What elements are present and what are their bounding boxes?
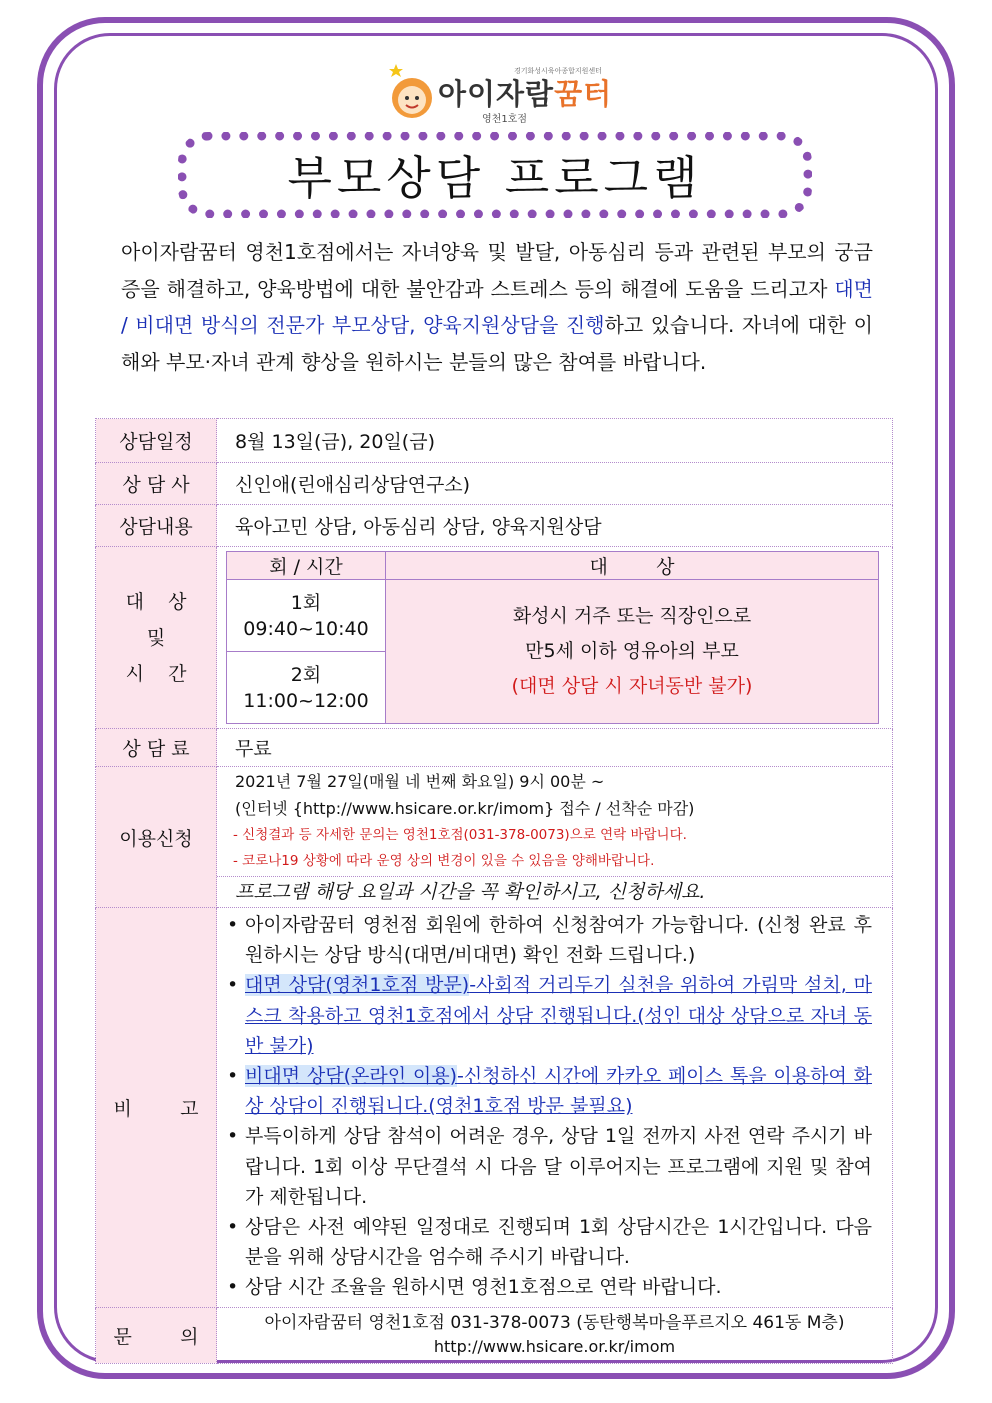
target-line1: 화성시 거주 또는 직장인으로: [512, 605, 752, 627]
brand-name-part2: 꿈터: [554, 77, 613, 111]
label-target-line1: 대 상: [125, 590, 187, 613]
brand-name: [438, 72, 612, 113]
intro-text-2: 하고 있습니다. 자녀에 대한 이해와 부모·자녀 관계 향상을 원하시는 분들의 많은 참여를 바랍니다.: [121, 313, 873, 374]
info-table: [95, 418, 893, 1364]
remark-3: [217, 1061, 892, 1121]
value-contact: [217, 1307, 893, 1363]
contact-line1: 아이자람꿈터 영천1호점 031-378-0073 (동탄행복마을푸르지오 461동 M층): [264, 1313, 845, 1334]
remark-1-text: 아이자람꿈터 영천점 회원에 한하여 신청참여가 가능합니다. (신청 완료 후 원하시는 상담 방식(대면/비대면) 확인 전화 드립니다.): [245, 914, 872, 967]
apply-note2: - 코로나19 상황에 따라 운영 상의 변경이 있을 수 있음을 양해바랍니다.: [233, 853, 655, 869]
remark-4: [217, 1121, 892, 1212]
value-fee: 무료: [217, 729, 893, 767]
apply-reminder: 프로그램 해당 요일과 시간을 꼭 확인하시고, 신청하세요.: [217, 876, 892, 907]
remark-3-highlight: 비대면 상담(온라인 이용): [245, 1065, 458, 1088]
label-content: 상담내용: [96, 505, 217, 547]
label-target: [96, 547, 217, 729]
row-date: [96, 419, 893, 463]
schedule-table: [226, 551, 879, 724]
remark-1: [217, 910, 892, 970]
row-fee: [96, 729, 893, 767]
bullet-icon: •: [227, 974, 239, 997]
row-apply: [96, 767, 893, 908]
remark-6-text: 상담 시간 조율을 원하시면 영천1호점으로 연락 바랍니다.: [245, 1276, 722, 1299]
row-target: [96, 547, 893, 729]
row-remarks: [96, 908, 893, 1308]
session-2-time: 11:00~12:00: [243, 689, 369, 712]
value-counselor: 신인애(린애심리상담연구소): [217, 463, 893, 505]
apply-line2: (인터넷 {http://www.hsicare.or.kr/imom} 접수 / 선착순 마감): [235, 799, 695, 818]
logo: [386, 62, 613, 128]
label-target-line2: 및: [146, 626, 166, 649]
remark-2: [217, 970, 892, 1061]
bullet-icon: •: [227, 1125, 239, 1148]
org-name: 경기화성시육아종합지원센터: [514, 67, 602, 75]
apply-line1: 2021년 7월 27일(매월 네 번째 화요일) 9시 00분 ~: [235, 772, 605, 791]
bullet-icon: •: [227, 1065, 239, 1088]
col-session-header: 회 / 시간: [227, 552, 386, 580]
row-contact: [96, 1307, 893, 1363]
value-content: 육아고민 상담, 아동심리 상담, 양육지원상담: [217, 505, 893, 547]
label-remarks: 비 고: [96, 908, 217, 1308]
intro-paragraph: [121, 234, 873, 380]
bullet-icon: •: [227, 1276, 239, 1299]
remark-4-text: 부득이하게 상담 참석이 어려운 경우, 상담 1일 전까지 사전 연락 주시기 바랍니다. 1회 이상 무단결석 시 다음 달 이루어지는 프로그램에 지원 및 참여가 제한됩니다.: [245, 1125, 872, 1208]
label-contact: 문 의: [96, 1307, 217, 1363]
session-1-time: 09:40~10:40: [243, 617, 369, 640]
intro-highlight: 대면 / 비대면 방식의 전문가 부모상담, 양육지원상담을 진행: [121, 276, 873, 337]
apply-note1: - 신청결과 등 자세한 문의는 영천1호점(031-378-0073)으로 연락 바랍니다.: [233, 827, 687, 843]
brand-name-part1: 아이자람: [438, 77, 555, 111]
target-line2: 만5세 이하 영유아의 부모: [525, 640, 739, 662]
remark-5-text: 상담은 사전 예약된 일정대로 진행되며 1회 상담시간은 1시간입니다. 다음 분을 위해 상담시간을 엄수해 주시기 바랍니다.: [245, 1216, 872, 1269]
bullet-icon: •: [227, 1216, 239, 1239]
remark-3-text: -신청하신 시간에 카카오 페이스 톡을 이용하여 화상 상담이 진행됩니다.(영천1호점 방문 불필요): [245, 1065, 872, 1118]
value-apply: [217, 767, 893, 908]
remark-5: [217, 1212, 892, 1272]
remark-2-highlight: 대면 상담(영천1호점 방문): [245, 974, 470, 997]
label-fee: 상 담 료: [96, 729, 217, 767]
bullet-icon: •: [227, 914, 239, 936]
session-1-no: 1회: [290, 591, 322, 614]
session-2-no: 2회: [290, 663, 322, 686]
value-date: 8월 13일(금), 20일(금): [217, 419, 893, 463]
page-title: 부모상담 프로그램: [287, 151, 703, 205]
title-box: [178, 132, 812, 218]
label-target-line3: 시 간: [125, 662, 187, 685]
remark-2-link[interactable]: [245, 974, 872, 1056]
target-cell: [386, 580, 879, 724]
row-content: [96, 505, 893, 547]
remark-3-link[interactable]: [245, 1065, 872, 1117]
remarks-list: [217, 910, 892, 1303]
child-face-icon: [386, 62, 438, 124]
contact-url[interactable]: http://www.hsicare.or.kr/imom: [433, 1337, 676, 1357]
remark-6: [217, 1272, 892, 1302]
target-note: (대면 상담 시 자녀동반 불가): [511, 675, 753, 697]
intro-text-1: 아이자람꿈터 영천1호점에서는 자녀양육 및 발달, 아동심리 등과 관련된 부모의 궁금증을 해결하고, 양육방법에 대한 불안감과 스트레스 등의 해결에 도움을 드리고자: [121, 240, 873, 301]
row-counselor: [96, 463, 893, 505]
label-apply: 이용신청: [96, 767, 217, 908]
value-remarks: [217, 908, 893, 1308]
label-date: 상담일정: [96, 419, 217, 463]
label-counselor: 상 담 사: [96, 463, 217, 505]
remark-2-text: -사회적 거리두기 실천을 위하여 가림막 설치, 마스크 착용하고 영천1호점에서 상담 진행됩니다.(성인 대상 상담으로 자녀 동반 불가): [245, 974, 872, 1057]
branch-name: 영천1호점: [482, 114, 528, 125]
session-1: [227, 580, 386, 652]
session-2: [227, 652, 386, 724]
col-target-header: 대 상: [386, 552, 879, 580]
value-target: [217, 547, 893, 729]
